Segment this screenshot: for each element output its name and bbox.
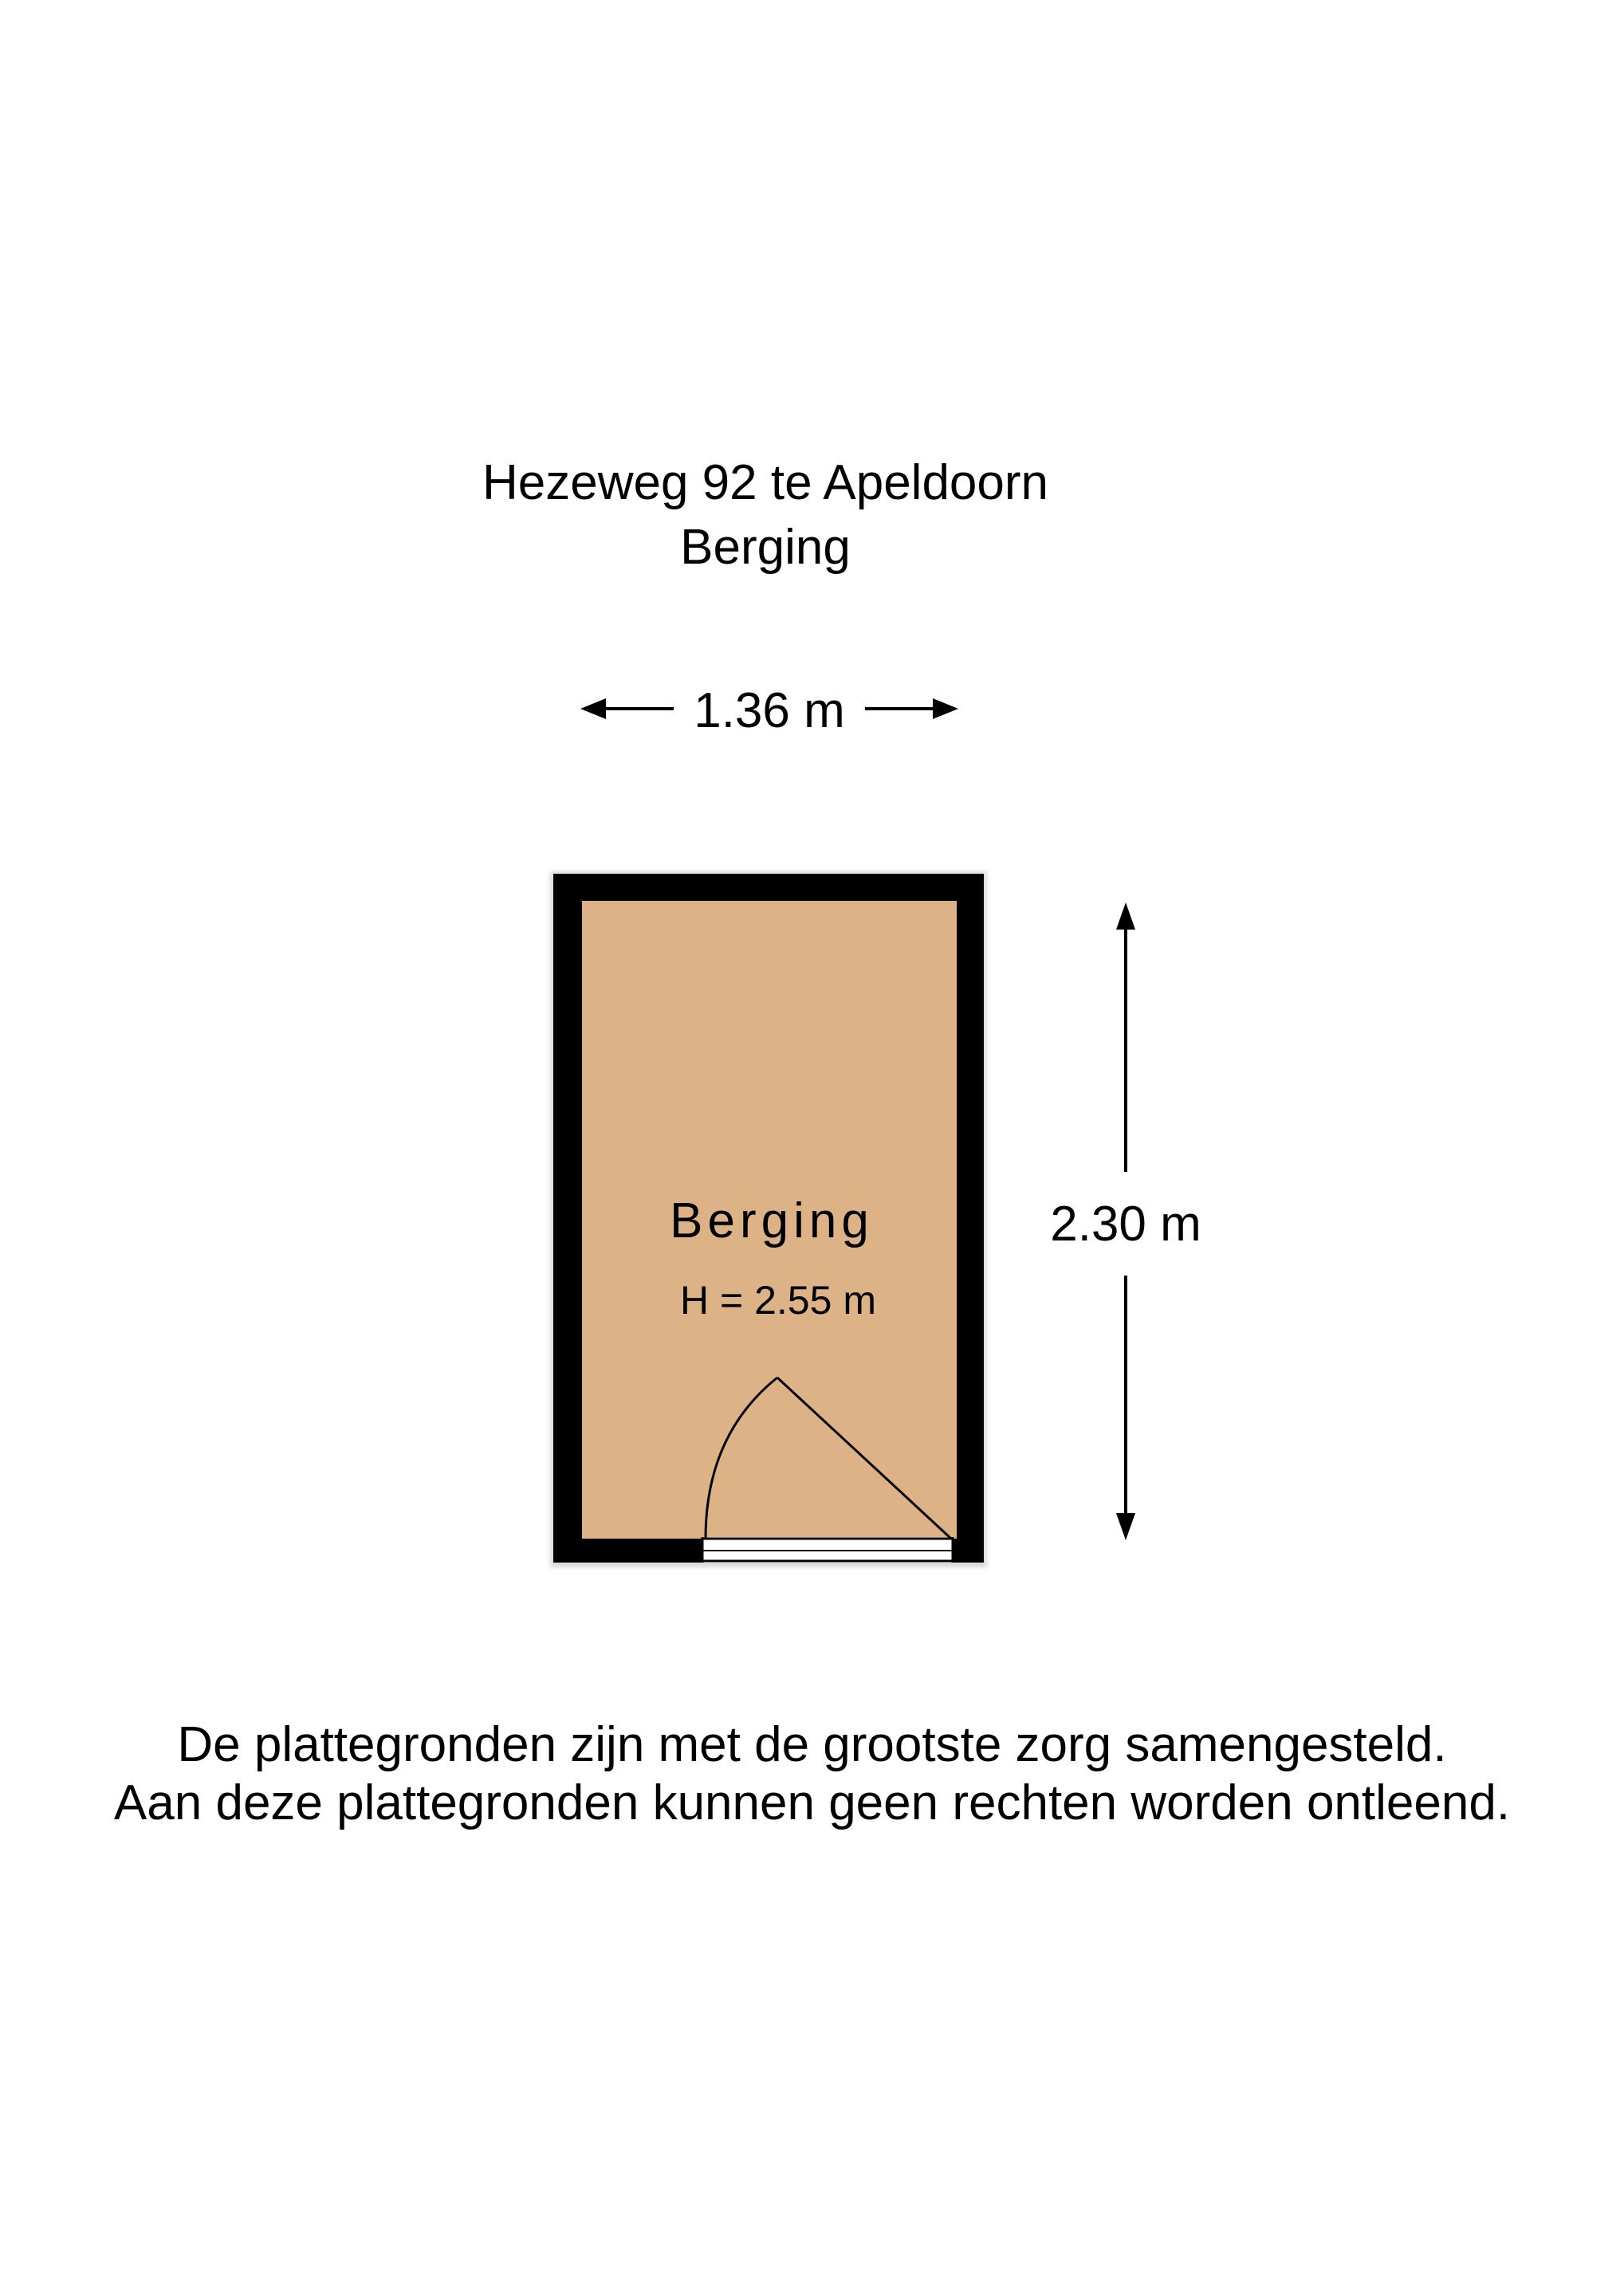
room-name: Berging [670, 1193, 874, 1248]
disclaimer-line-2: Aan deze plattegronden kunnen geen rechten worden ontleend. [113, 1775, 1511, 1830]
width-dimension [580, 683, 958, 738]
width-label: 1.36 m [694, 683, 845, 738]
depth-dimension [1050, 902, 1201, 1540]
width-arrow-right-head [933, 698, 958, 719]
width-arrow-left-head [580, 698, 606, 719]
disclaimer-line-1: De plattegronden zijn met de grootste zorg samengesteld. [177, 1717, 1447, 1772]
room-height: H = 2.55 m [680, 1278, 876, 1323]
plan-title: Hezeweg 92 te Apeldoorn [482, 455, 1049, 510]
plan-subtitle: Berging [680, 520, 851, 575]
depth-arrow-bottom-head [1116, 1513, 1135, 1540]
depth-label: 2.30 m [1050, 1197, 1201, 1252]
depth-arrow-top-head [1116, 902, 1135, 930]
